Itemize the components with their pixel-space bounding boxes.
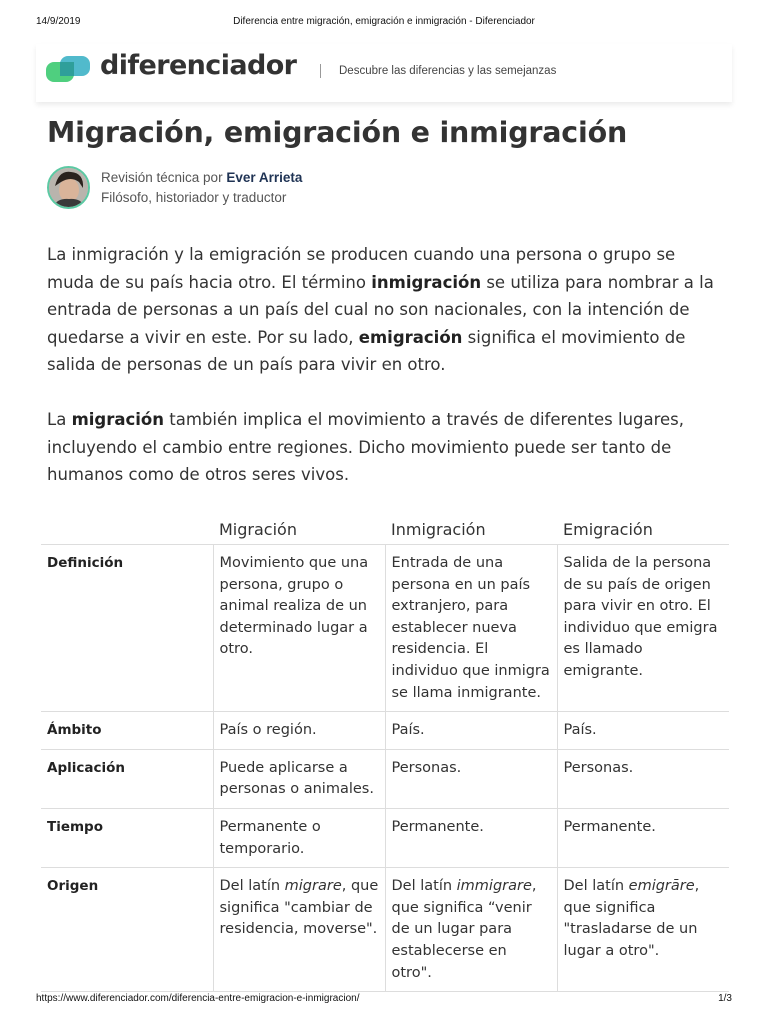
table-cell: País.	[385, 712, 557, 750]
table-cell: Puede aplicarse a personas o animales.	[213, 749, 385, 808]
reviewer-role: Filósofo, historiador y traductor	[101, 190, 287, 205]
term-emigracion: emigración	[358, 327, 463, 347]
print-page-title: Diferencia entre migración, emigración e inmigración - Diferenciador	[233, 16, 535, 27]
row-label: Aplicación	[41, 749, 213, 808]
row-label: Tiempo	[41, 808, 213, 867]
table-cell: Permanente.	[557, 808, 729, 867]
article-title: Migración, emigración e inmigración	[47, 116, 628, 149]
review-prefix: Revisión técnica por	[101, 170, 227, 185]
latin-term: migrare	[284, 878, 342, 895]
table-cell: Personas.	[385, 749, 557, 808]
header-migracion: Migración	[213, 517, 385, 545]
comparison-table	[41, 517, 729, 992]
latin-term: emigrāre	[628, 878, 695, 895]
diferenciador-logo-icon[interactable]	[46, 54, 92, 84]
text-run: Del latín	[563, 878, 629, 895]
row-label: Origen	[41, 868, 213, 992]
text-run: , que significa "cambiar de residencia, moverse".	[219, 878, 379, 938]
header-emigracion: Emigración	[557, 517, 729, 545]
table-cell: Movimiento que una persona, grupo o animal realiza de un determinado lugar a otro.	[213, 545, 385, 712]
print-date: 14/9/2019	[36, 16, 81, 27]
table-cell	[213, 868, 385, 992]
text-run: La	[47, 410, 72, 429]
print-header	[36, 16, 732, 30]
table-cell	[557, 868, 729, 992]
table-cell: Permanente.	[385, 808, 557, 867]
print-url: https://www.diferenciador.com/diferencia-entre-emigracion-e-inmigracion/	[36, 993, 360, 1004]
table-cell: Personas.	[557, 749, 729, 808]
site-header	[36, 44, 732, 102]
text-run: La inmigración y la emigración se producen cuando una persona o grupo se muda de su país hacia otro. El término	[47, 245, 676, 292]
reviewer-avatar[interactable]	[47, 166, 90, 209]
print-footer	[36, 993, 732, 1007]
table-cell	[385, 868, 557, 992]
table-row	[41, 868, 729, 992]
latin-term: immigrare	[456, 878, 532, 895]
table-cell: Permanente o temporario.	[213, 808, 385, 867]
table-row	[41, 808, 729, 867]
text-run: significa el movimiento de salida de personas de un país para vivir en otro.	[47, 327, 686, 374]
term-migracion: migración	[71, 410, 165, 429]
page-number: 1/3	[718, 993, 732, 1004]
term-inmigracion: inmigración	[371, 272, 482, 292]
table-row	[41, 749, 729, 808]
intro-paragraph	[47, 241, 727, 379]
reviewer-name-link[interactable]: Ever Arrieta	[226, 170, 303, 185]
table-cell: País.	[557, 712, 729, 750]
table-row	[41, 712, 729, 750]
table-header-row	[41, 517, 729, 545]
row-label: Definición	[41, 545, 213, 712]
row-label: Ámbito	[41, 712, 213, 750]
site-tagline: Descubre las diferencias y las semejanzas	[339, 65, 557, 77]
header-divider	[320, 64, 321, 78]
text-run: Del latín	[219, 878, 285, 895]
table-cell: Salida de la persona de su país de origen para vivir en otro. El individuo que emigra es llamado emigrante.	[557, 545, 729, 712]
migration-paragraph	[47, 406, 727, 489]
table-row	[41, 545, 729, 712]
table-cell: País o región.	[213, 712, 385, 750]
text-run: también implica el movimiento a través de diferentes lugares, incluyendo el cambio entre regiones. Dicho movimiento puede ser tanto de humanos como de otros seres vivos.	[47, 410, 685, 484]
text-run: Del latín	[391, 878, 457, 895]
brand-name[interactable]: diferenciador	[100, 50, 297, 81]
text-run: , que significa “venir de un lugar para establecerse en otro".	[391, 878, 537, 981]
table-cell: Entrada de una persona en un país extranjero, para establecer nueva residencia. El individuo que inmigra se llama inmigrante.	[385, 545, 557, 712]
text-run: se utiliza para nombrar a la entrada de personas a un país del cual no son nacionales, con la intención de quedarse a vivir en este. Por su lado,	[47, 272, 714, 347]
header-cell-empty	[41, 517, 213, 545]
header-inmigracion: Inmigración	[385, 517, 557, 545]
text-run: , que significa "trasladarse de un lugar a otro".	[563, 878, 700, 959]
reviewer-line	[101, 168, 302, 188]
reviewer-info	[101, 168, 302, 208]
